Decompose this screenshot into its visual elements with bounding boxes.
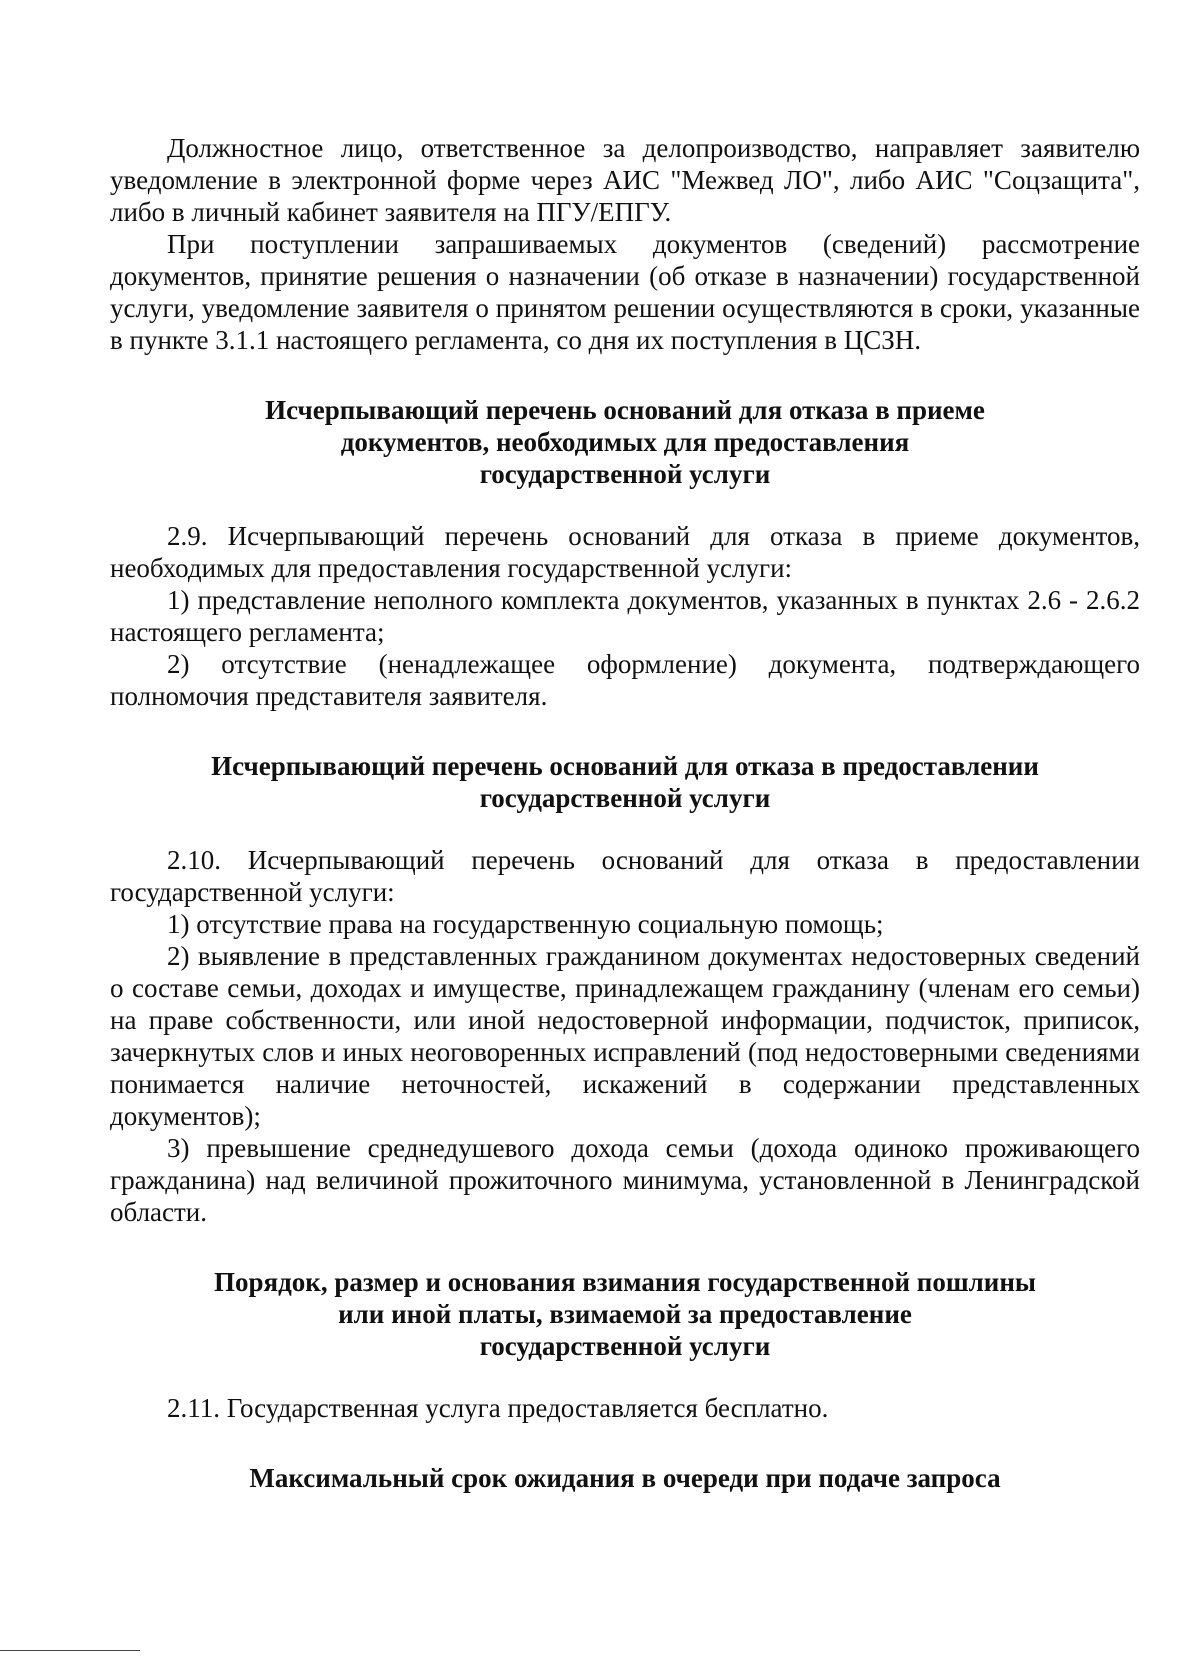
heading-line: Исчерпывающий перечень оснований для отказа в предоставлении	[211, 751, 1039, 781]
section-refusal-provision	[110, 844, 1140, 1228]
list-item: 2) отсутствие (ненадлежащее оформление) документа, подтверждающего полномочия представителя заявителя.	[110, 649, 1140, 711]
heading-line: государственной услуги	[479, 459, 771, 489]
section-fee	[110, 1392, 1140, 1424]
paragraph-processing-terms: При поступлении запрашиваемых документов (сведений) рассмотрение документов, принятие решения о назначении (об отказе в назначении) государственной услуги, уведомление заявителя о принятом решении осуществляются в сроки, указанные в пункте 3.1.1 настоящего регламента, со дня их поступления в ЦСЗН.	[110, 229, 1140, 355]
heading-refusal-reception	[110, 394, 1140, 490]
list-item: 2) выявление в представленных гражданином документах недостоверных сведений о составе семьи, доходах и имуществе, принадлежащем гражданину (членам его семьи) на праве собственности, или иной недостоверной информации, подчисток, приписок, зачеркнутых слов и иных неоговоренных исправлений (под недостоверными сведениями понимается наличие неточностей, искажений в содержании представленных документов);	[110, 941, 1140, 1131]
paragraph-2-11: 2.11. Государственная услуга предоставляется бесплатно.	[167, 1393, 829, 1423]
list-item: 3) превышение среднедушевого дохода семьи (дохода одиноко проживающего гражданина) над величиной прожиточного минимума, установленной в Ленинградской области.	[110, 1133, 1140, 1227]
list-item: 1) представление неполного комплекта документов, указанных в пунктах 2.6 - 2.6.2 настоящего регламента;	[110, 585, 1140, 647]
heading-line: Максимальный срок ожидания в очереди при подаче запроса	[249, 1463, 1001, 1493]
heading-line: государственной услуги	[479, 1331, 771, 1361]
heading-line: государственной услуги	[479, 783, 771, 813]
paragraph-notification: Должностное лицо, ответственное за делопроизводство, направляет заявителю уведомление в электронной форме через АИС "Межвед ЛО", либо АИС "Соцзащита", либо в личный кабинет заявителя на ПГУ/ЕПГУ.	[110, 133, 1140, 227]
paragraph-2-9: 2.9. Исчерпывающий перечень оснований для отказа в приеме документов, необходимых для предоставления государственной услуги:	[110, 521, 1140, 583]
scan-edge-line	[0, 1650, 140, 1651]
section-refusal-reception	[110, 520, 1140, 712]
heading-line: или иной платы, взимаемой за предоставление	[338, 1299, 912, 1329]
list-item: 1) отсутствие права на государственную социальную помощь;	[167, 909, 884, 939]
heading-fee	[110, 1266, 1140, 1362]
heading-line: Порядок, размер и основания взимания государственной пошлины	[214, 1267, 1036, 1297]
heading-line: Исчерпывающий перечень оснований для отказа в приеме	[265, 395, 985, 425]
document-body	[110, 132, 1140, 1494]
paragraph-2-10: 2.10. Исчерпывающий перечень оснований для отказа в предоставлении государственной услуги:	[110, 845, 1140, 907]
heading-queue	[110, 1462, 1140, 1494]
heading-line: документов, необходимых для предоставления	[340, 427, 910, 457]
heading-refusal-provision	[110, 750, 1140, 814]
